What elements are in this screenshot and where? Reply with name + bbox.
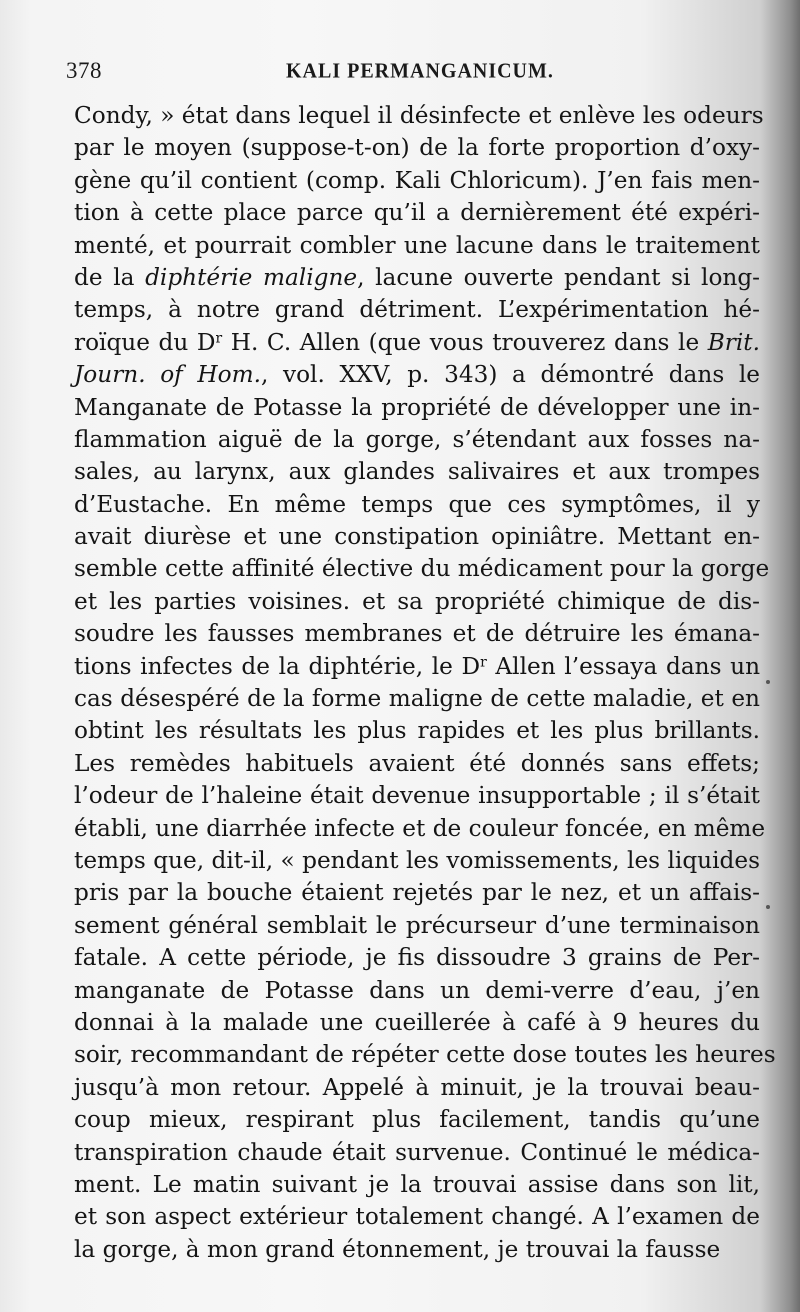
running-title: KALI PERMANGANICUM.	[286, 59, 554, 83]
text-line: Condy, » état dans lequel il désinfecte et enlève les odeurs	[74, 102, 764, 129]
text-line: soudre les fausses membranes et de détruire les émana-	[74, 620, 760, 648]
text-line: sement général semblait le précurseur d’une terminaison	[74, 911, 760, 939]
margin-mark	[766, 905, 770, 909]
text-line: manganate de Potasse dans un demi-verre d’eau, j’en	[74, 976, 760, 1004]
text-line: et son aspect extérieur totalement changé. A l’examen de	[74, 1203, 760, 1231]
text-line: menté, et pourrait combler une lacune dans le traitement	[74, 231, 760, 259]
text-line: Journ. of Hom., vol. XXV, p. 343) a démontré dans le	[74, 361, 761, 389]
text-line: ment. Le matin suivant je la trouvai assise dans son lit,	[74, 1170, 760, 1198]
text-line: par le moyen (suppose-t-on) de la forte proportion d’oxy-	[74, 134, 760, 162]
text-line: pris par la bouche étaient rejetés par le nez, et un affais-	[74, 879, 760, 907]
text-line: avait diurèse et une constipation opiniâtre. Mettant en-	[74, 523, 760, 551]
body-text	[74, 100, 776, 1266]
text-line: obtint les résultats les plus rapides et les plus brillants.	[74, 717, 760, 745]
text-line: d’Eustache. En même temps que ces symptômes, il y	[74, 490, 760, 518]
text-line: gène qu’il contient (comp. Kali Chloricum). J’en fais men-	[74, 166, 760, 194]
text-line: flammation aiguë de la gorge, s’étendant aux fosses na-	[74, 425, 760, 453]
text-line: Les remèdes habituels avaient été donnés sans effets;	[74, 749, 760, 777]
text-line: temps que, dit-il, « pendant les vomissements, les liquides	[74, 846, 760, 874]
text-line: de la diphtérie maligne, lacune ouverte pendant si long-	[74, 263, 761, 291]
text-line: transpiration chaude était survenue. Continué le médica-	[74, 1138, 760, 1166]
text-line: jusqu’à mon retour. Appelé à minuit, je la trouvai beau-	[74, 1073, 760, 1101]
text-line: fatale. A cette période, je fis dissoudre 3 grains de Per-	[74, 944, 760, 972]
text-line: cas désespéré de la forme maligne de cette maladie, et en	[74, 685, 760, 713]
text-line: semble cette affinité élective du médicament pour la gorge	[74, 555, 770, 583]
text-line: sales, au larynx, aux glandes salivaires et aux trompes	[74, 458, 760, 486]
text-line: donnai à la malade une cueillerée à café à 9 heures du	[74, 1008, 760, 1036]
page-header	[66, 58, 746, 88]
text-line: tions infectes de la diphtérie, le $D^r$ Allen l’essaya dans un	[74, 652, 760, 680]
text-line: et les parties voisines. et sa propriété chimique de dis-	[74, 587, 760, 615]
text-line: soir, recommandant de répéter cette dose toutes les heures	[74, 1041, 776, 1069]
text-line: la gorge, à mon grand étonnement, je trouvai la fausse	[74, 1235, 721, 1263]
text-line: temps, à notre grand détriment. L’expérimentation hé-	[74, 296, 760, 324]
text-line: roïque du $D^r$ H. C. Allen (que vous trouverez dans le Brit.	[74, 328, 760, 356]
text-line: Manganate de Potasse la propriété de développer une in-	[74, 393, 760, 421]
text-line: coup mieux, respirant plus facilement, tandis qu’une	[74, 1106, 760, 1134]
text-line: établi, une diarrhée infecte et de couleur foncée, en même	[74, 814, 766, 842]
page-number: 378	[66, 58, 102, 83]
margin-mark	[766, 680, 770, 684]
text-line: l’odeur de l’haleine était devenue insupportable ; il s’était	[74, 782, 760, 810]
text-line: tion à cette place parce qu’il a dernièrement été expéri-	[74, 199, 760, 227]
